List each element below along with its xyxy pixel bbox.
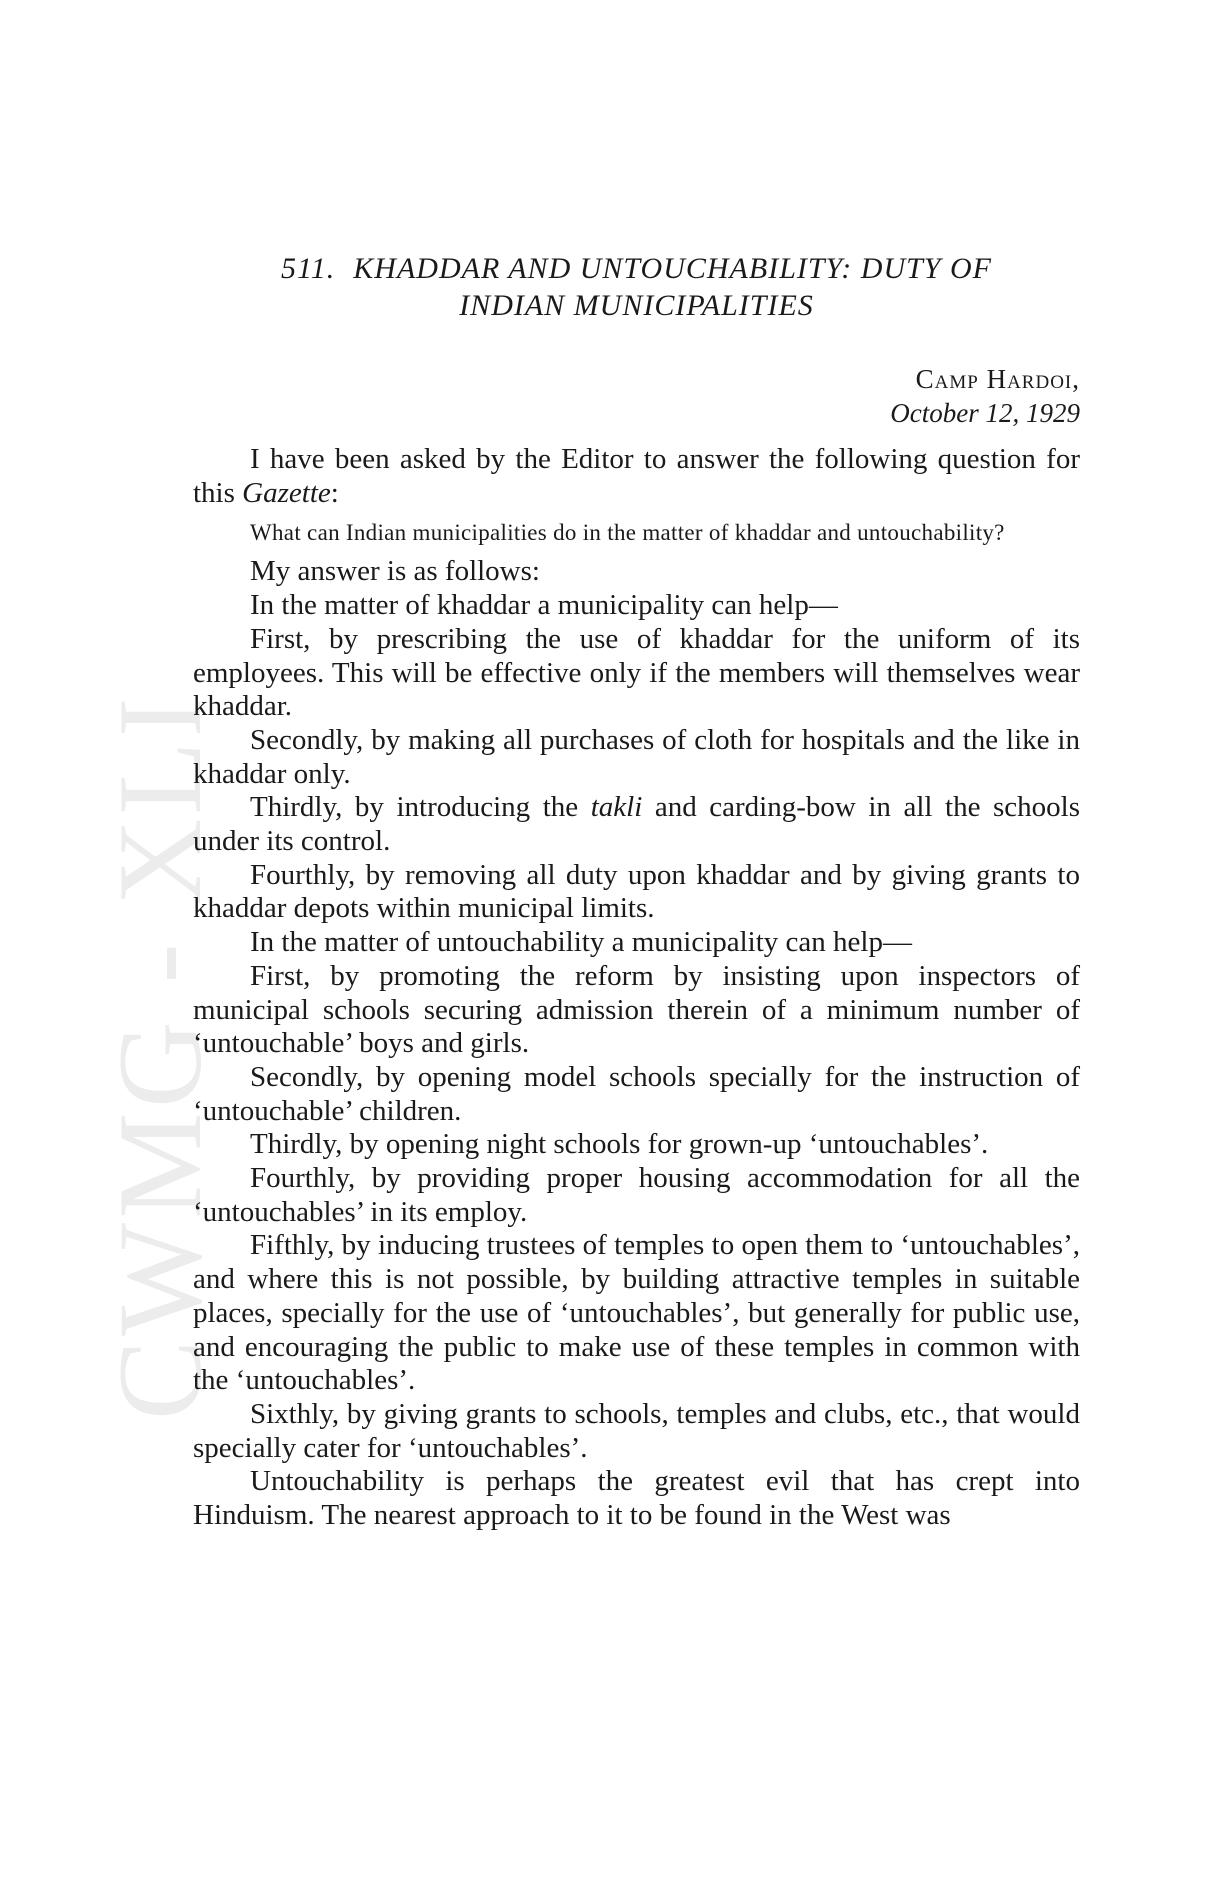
takli-term: takli bbox=[590, 791, 643, 824]
watermark-text: CWMG - XLI bbox=[93, 693, 226, 1420]
untouchability-point-5: Fifthly, by inducing trustees of temples to open them to ‘untouchables’, and where this is not possible, by building attractive temples in suitable places, specially for the use of ‘untouchables’, but generally for public use, and encouraging the public to make use of these temples in common with the ‘untouchables’. bbox=[193, 1229, 1080, 1397]
khaddar-point-3-text-end: and carding-bow in all the schools under its control. bbox=[193, 791, 1081, 858]
gazette-title: Gazette bbox=[242, 476, 331, 509]
article-heading bbox=[193, 250, 1080, 324]
khaddar-intro-paragraph: In the matter of khaddar a municipality can help— bbox=[250, 589, 838, 622]
document-page bbox=[193, 250, 1080, 1533]
question-quote: What can Indian municipalities do in the matter of khaddar and untouchability? bbox=[250, 520, 1005, 546]
khaddar-point-4: Fourthly, by removing all duty upon khaddar and by giving grants to khaddar depots within municipal limits. bbox=[193, 858, 1080, 925]
intro-paragraph bbox=[193, 443, 1080, 510]
dateline bbox=[193, 362, 1080, 430]
khaddar-point-2: Secondly, by making all purchases of cloth for hospitals and the like in khaddar only. bbox=[193, 723, 1080, 790]
article-title-line-2: INDIAN MUNICIPALITIES bbox=[459, 289, 814, 322]
untouchability-point-4: Fourthly, by providing proper housing accommodation for all the ‘untouchables’ in its employ. bbox=[193, 1162, 1080, 1228]
article-number: 511. bbox=[281, 252, 336, 285]
untouchability-point-3: Thirdly, by opening night schools for grown-up ‘untouchables’. bbox=[250, 1128, 989, 1161]
article-title-line-1: KHADDAR AND UNTOUCHABILITY: DUTY OF bbox=[353, 252, 992, 285]
intro-text: I have been asked by the Editor to answer the following question for this bbox=[193, 443, 1080, 509]
khaddar-point-3 bbox=[193, 791, 1080, 858]
dateline-place: Camp Hardoi, bbox=[915, 364, 1080, 394]
intro-colon: : bbox=[330, 476, 339, 509]
untouchability-point-6: Sixthly, by giving grants to schools, temples and clubs, etc., that would specially cater for ‘untouchables’. bbox=[193, 1397, 1080, 1464]
khaddar-point-1: First, by prescribing the use of khaddar for the uniform of its employees. This will be effective only if the members will themselves wear khaddar. bbox=[193, 622, 1080, 723]
khaddar-point-3-text: Thirdly, by introducing the bbox=[250, 791, 591, 824]
dateline-date: October 12, 1929 bbox=[890, 398, 1080, 428]
closing-paragraph: Untouchability is perhaps the greatest evil that has crept into Hinduism. The nearest approach to it to be found in the West was bbox=[193, 1465, 1080, 1532]
heading-line-1 bbox=[193, 250, 1080, 287]
untouchability-intro-paragraph: In the matter of untouchability a municipality can help— bbox=[250, 926, 912, 959]
untouchability-point-1: First, by promoting the reform by insisting upon inspectors of municipal schools securing admission therein of a minimum number of ‘untouchable’ boys and girls. bbox=[193, 959, 1080, 1060]
untouchability-point-2: Secondly, by opening model schools specially for the instruction of ‘untouchable’ children. bbox=[193, 1060, 1080, 1127]
answer-paragraph: My answer is as follows: bbox=[250, 555, 540, 588]
